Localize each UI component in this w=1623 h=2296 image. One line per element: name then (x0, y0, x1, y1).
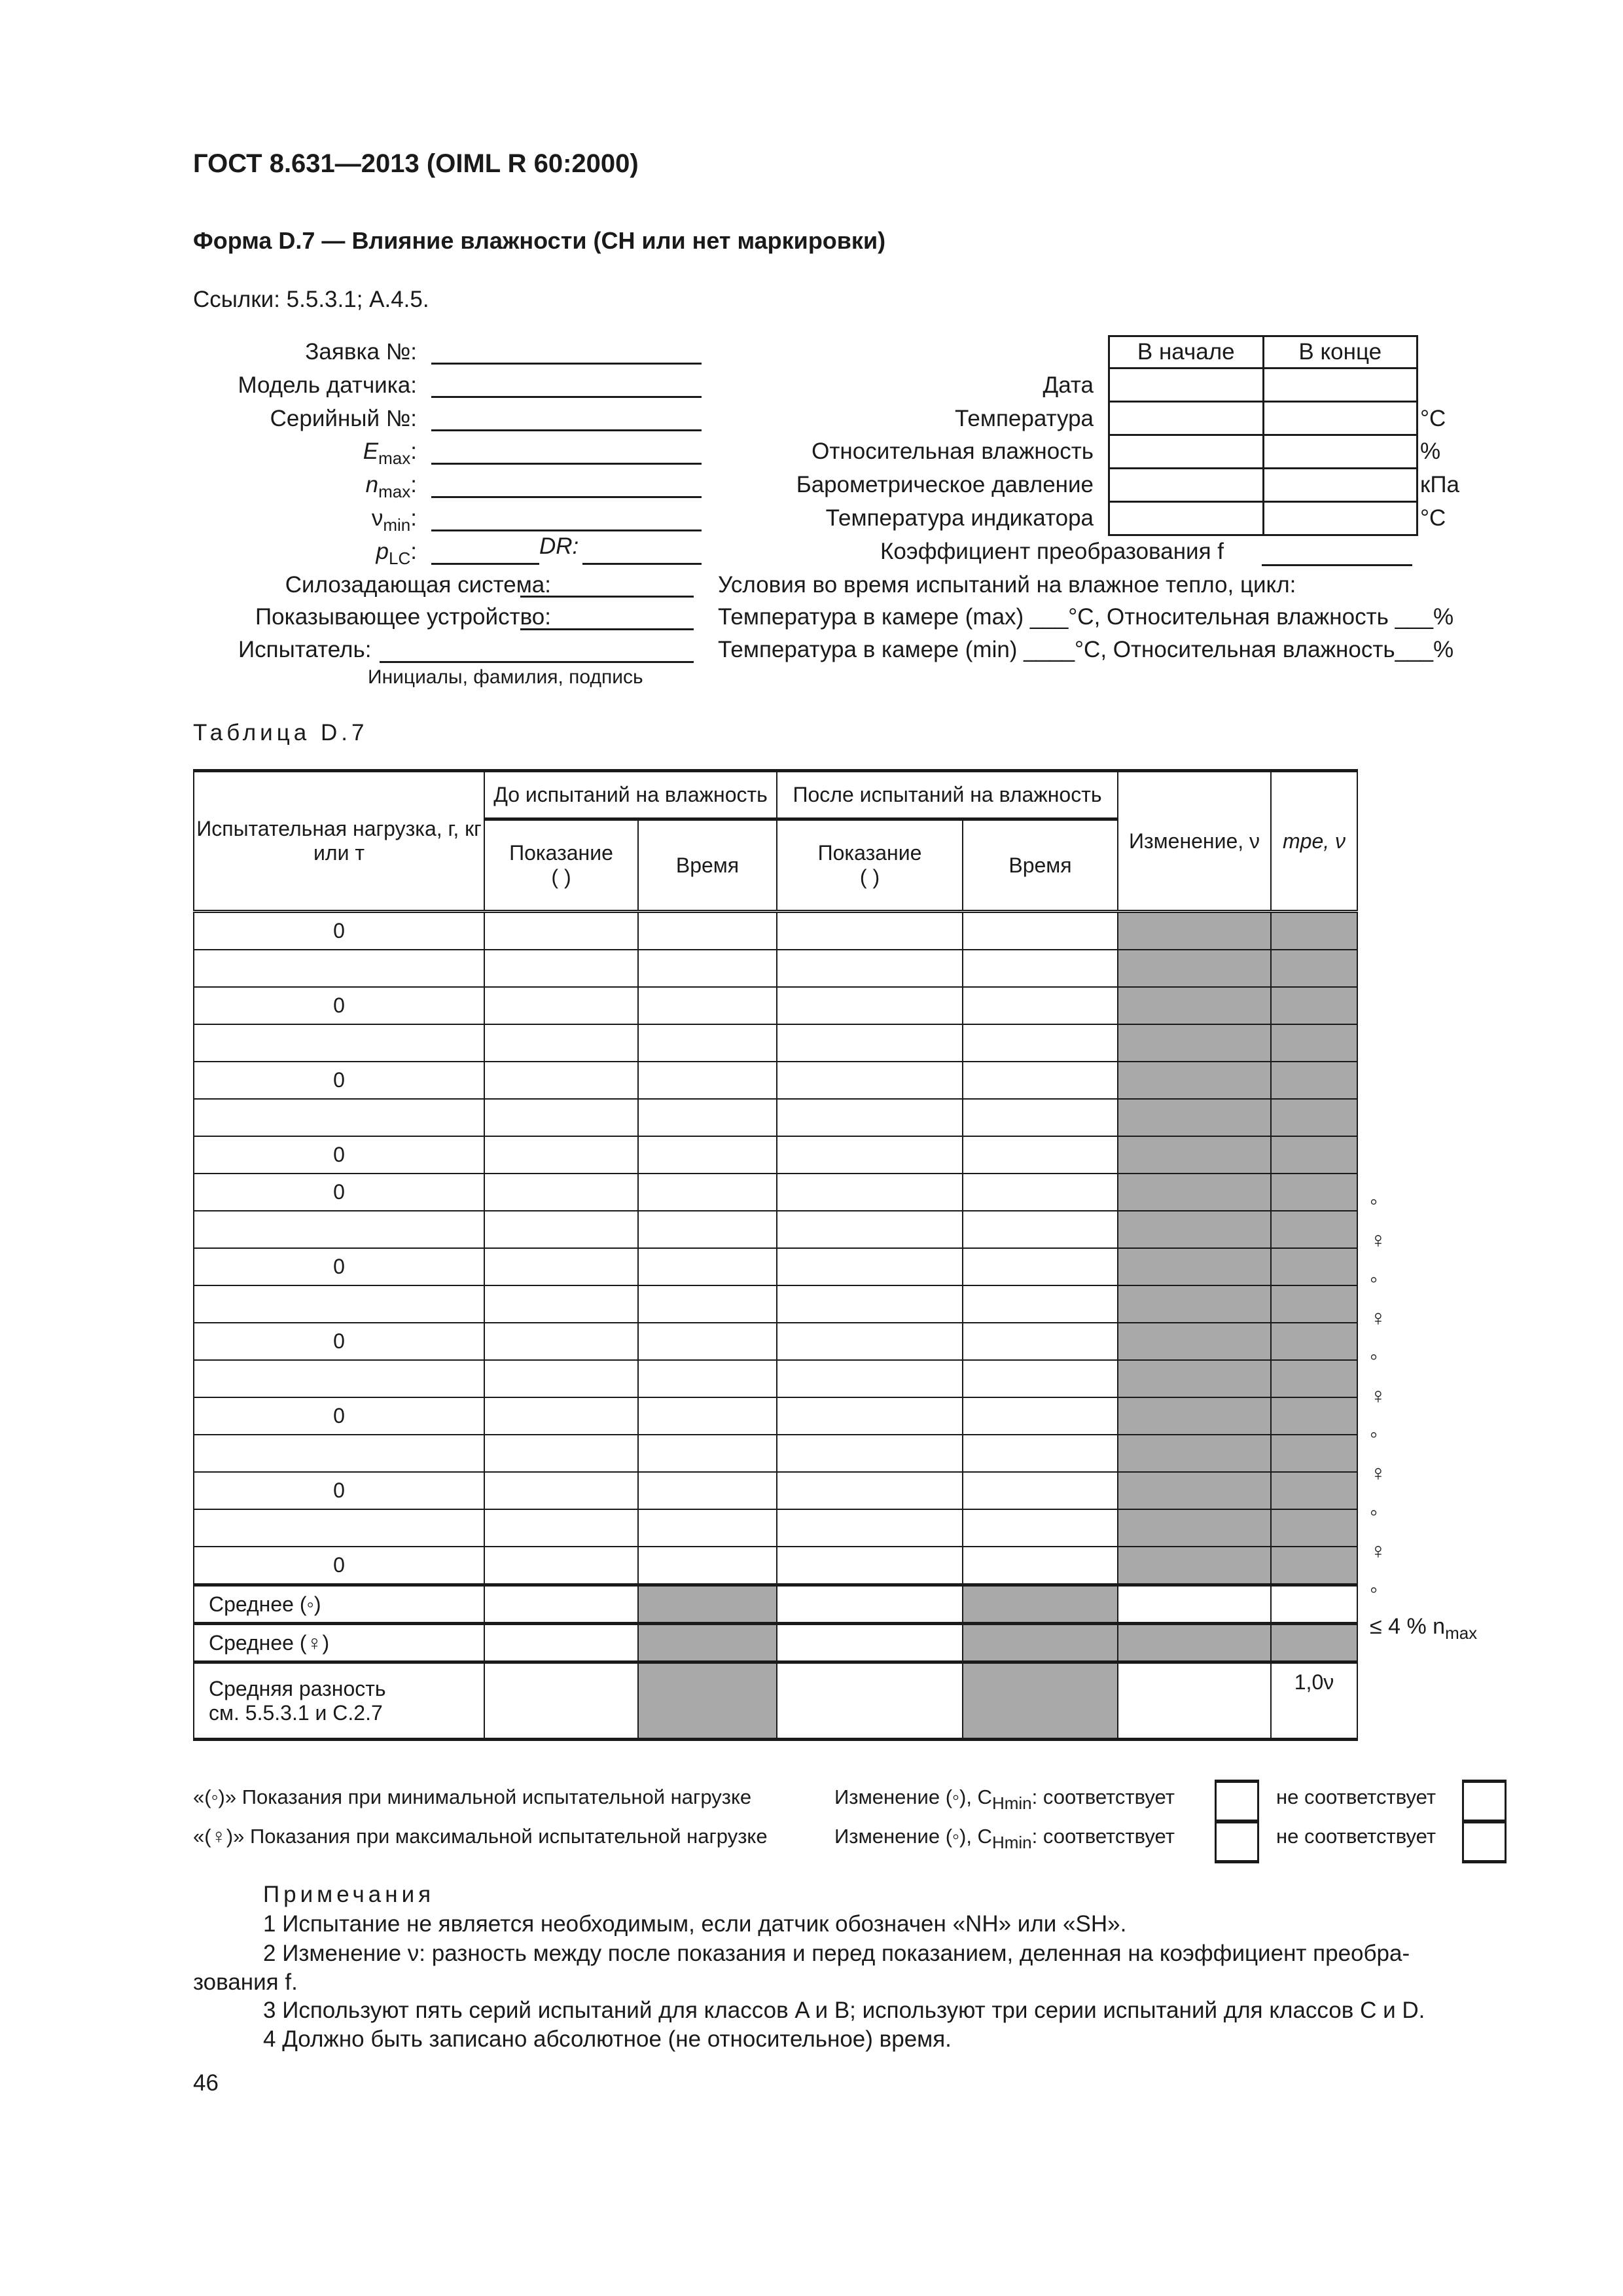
cell[interactable] (638, 1285, 777, 1323)
notok-checkbox-max[interactable] (1462, 1820, 1507, 1863)
cell-shaded (1118, 1174, 1271, 1211)
cell-shaded (1271, 1509, 1357, 1547)
cell[interactable] (638, 912, 777, 950)
cond-label-pressure: Барометрическое давление (796, 472, 1094, 497)
cell-shaded (1271, 1624, 1357, 1662)
cell[interactable] (484, 1136, 638, 1174)
cell[interactable] (963, 1211, 1118, 1248)
cell[interactable] (777, 1360, 963, 1397)
table-row (194, 1435, 1357, 1472)
cell-shaded (1271, 1211, 1357, 1248)
cell[interactable] (638, 1509, 777, 1547)
table-row (194, 950, 1357, 987)
cell[interactable] (638, 1024, 777, 1062)
cell-shaded (1118, 1024, 1271, 1062)
cell[interactable] (963, 1248, 1118, 1285)
note-2-cont: зования f. (193, 1969, 298, 1995)
row-marker: ◦ (1370, 1344, 1378, 1370)
cell-shaded (1271, 1397, 1357, 1435)
chamber-max-line: Температура в камере (max) ___°C, Относительная влажность ___% (718, 604, 1454, 630)
cell[interactable] (638, 950, 777, 987)
serial-label: Серийный №: (270, 406, 417, 431)
header-change: Изменение, ν (1118, 771, 1271, 912)
header-time-after: Время (963, 819, 1118, 912)
cell[interactable] (777, 1174, 963, 1211)
cell-shaded (1118, 1509, 1271, 1547)
coef-label: Коэффициент преобразования f (880, 539, 1224, 564)
cell-shaded (1271, 1024, 1357, 1062)
row-marker: ♀ (1370, 1228, 1387, 1253)
cell[interactable] (638, 1360, 777, 1397)
row-marker: ♀ (1370, 1538, 1387, 1564)
row-marker: ♀ (1370, 1383, 1387, 1408)
cell-shaded (1118, 950, 1271, 987)
cell[interactable] (777, 1024, 963, 1062)
table-row (194, 1136, 1357, 1174)
cell[interactable] (484, 912, 638, 950)
cell[interactable] (963, 1547, 1118, 1585)
cell[interactable] (963, 1509, 1118, 1547)
temp-start-cell[interactable] (1109, 402, 1264, 435)
cell[interactable] (484, 1248, 638, 1285)
cell[interactable] (777, 1062, 963, 1099)
cell[interactable] (484, 1472, 638, 1509)
table-row (194, 1547, 1357, 1585)
load-cell[interactable]: 0 (194, 1136, 484, 1174)
cell-shaded (1118, 1285, 1271, 1323)
cell[interactable] (484, 950, 638, 987)
load-cell[interactable] (194, 1509, 484, 1547)
application-label: Заявка №: (305, 339, 417, 365)
indicator-temp-start-cell[interactable] (1109, 502, 1264, 535)
cell[interactable] (963, 1136, 1118, 1174)
cell[interactable] (777, 1211, 963, 1248)
cell-shaded (963, 1624, 1118, 1662)
cell[interactable] (484, 1062, 638, 1099)
plc-field[interactable] (431, 563, 539, 565)
date-start-cell[interactable] (1109, 368, 1264, 402)
notok-checkbox-min[interactable] (1462, 1780, 1507, 1823)
table-row (194, 987, 1357, 1024)
cond-label-temp: Температура (955, 406, 1094, 431)
cell[interactable] (638, 1323, 777, 1360)
cell-shaded (638, 1585, 777, 1624)
cond-unit-temp: °C (1420, 406, 1446, 431)
avg-diff-label: Средняя разность см. 5.5.3.1 и C.2.7 (194, 1662, 484, 1740)
cell[interactable] (963, 1435, 1118, 1472)
load-cell[interactable] (194, 1211, 484, 1248)
note-3: 3 Используют пять серий испытаний для классов A и B; используют три серии испытаний для классов C и D. (263, 1998, 1425, 2023)
load-cell[interactable] (194, 1285, 484, 1323)
load-cell[interactable] (194, 1024, 484, 1062)
cell[interactable] (777, 1585, 963, 1624)
note-4: 4 Должно быть записано абсолютное (не относительное) время. (263, 2026, 952, 2052)
table-row (194, 1174, 1357, 1211)
cell[interactable] (484, 1662, 638, 1740)
nmax-field[interactable] (431, 496, 702, 498)
table-row (194, 1360, 1357, 1397)
limit-label: ≤ 4 % $n_{max}$ (1370, 1614, 1478, 1643)
cell[interactable] (777, 1248, 963, 1285)
avg-diff-mpe: 1,0ν (1271, 1662, 1357, 1740)
notok-label-max: не соответствует (1276, 1825, 1436, 1848)
cell[interactable] (777, 950, 963, 987)
cell-shaded (1271, 1062, 1357, 1099)
header-reading-before: Показание ( ) (484, 819, 638, 912)
document-title: ГОСТ 8.631—2013 (OIML R 60:2000) (193, 149, 639, 178)
pressure-end-cell[interactable] (1263, 469, 1418, 502)
tester-label: Испытатель: (238, 637, 372, 662)
cell[interactable] (638, 1062, 777, 1099)
tester-field[interactable] (380, 661, 694, 663)
cell[interactable] (963, 1360, 1118, 1397)
temp-end-cell[interactable] (1263, 402, 1418, 435)
cell[interactable] (484, 1585, 638, 1624)
tester-caption: Инициалы, фамилия, подпись (368, 666, 643, 688)
row-marker: ◦ (1370, 1189, 1378, 1215)
cell[interactable] (1118, 1662, 1271, 1740)
table-row (194, 912, 1357, 950)
cell-shaded (1118, 1211, 1271, 1248)
load-cell[interactable]: 0 (194, 1248, 484, 1285)
load-cell[interactable] (194, 1360, 484, 1397)
cell[interactable] (484, 1099, 638, 1136)
row-marker: ♀ (1370, 1461, 1387, 1486)
cell-shaded (1118, 1397, 1271, 1435)
table-row (194, 1024, 1357, 1062)
col-end: В конце (1263, 336, 1418, 368)
cell[interactable] (638, 1435, 777, 1472)
row-marker: ◦ (1370, 1422, 1378, 1447)
cell[interactable] (777, 1472, 963, 1509)
col-start: В начале (1109, 336, 1264, 368)
header-reading-after: Показание ( ) (777, 819, 963, 912)
cell[interactable] (484, 1323, 638, 1360)
cell-shaded (1118, 1248, 1271, 1285)
table-row (194, 1472, 1357, 1509)
cell-shaded (1271, 1136, 1357, 1174)
cell[interactable] (638, 987, 777, 1024)
cell[interactable] (484, 1174, 638, 1211)
cell[interactable] (484, 1211, 638, 1248)
cell[interactable] (777, 1323, 963, 1360)
notes-title: Примечания (263, 1882, 435, 1907)
date-end-cell[interactable] (1263, 368, 1418, 402)
cell[interactable] (484, 1624, 638, 1662)
legend-min: «(◦)» Показания при минимальной испытательной нагрузке (193, 1785, 752, 1808)
nmax-label: $n_{max}$: (365, 472, 417, 501)
cell[interactable] (777, 1397, 963, 1435)
load-cell[interactable]: 0 (194, 1323, 484, 1360)
cell-shaded (1118, 1062, 1271, 1099)
cell[interactable] (777, 1435, 963, 1472)
cell[interactable] (963, 1062, 1118, 1099)
cell[interactable] (777, 1547, 963, 1585)
cell-shaded (1271, 950, 1357, 987)
load-cell[interactable]: 0 (194, 987, 484, 1024)
cell-shaded (1118, 1099, 1271, 1136)
cell[interactable] (1271, 1585, 1357, 1624)
table-row (194, 1285, 1357, 1323)
cell[interactable] (777, 1624, 963, 1662)
cell-shaded (1271, 987, 1357, 1024)
cell-shaded (1271, 1547, 1357, 1585)
cell[interactable] (484, 1024, 638, 1062)
load-cell[interactable]: 0 (194, 1547, 484, 1585)
load-cell[interactable] (194, 1099, 484, 1136)
force-system-label: Силозадающая система: (285, 572, 551, 598)
cell-shaded (1118, 1136, 1271, 1174)
cell[interactable] (484, 1547, 638, 1585)
conditions-table (1108, 335, 1418, 536)
cell[interactable] (963, 1472, 1118, 1509)
header-before: До испытаний на влажность (484, 771, 777, 819)
cell[interactable] (638, 1547, 777, 1585)
ok-checkbox-min[interactable] (1215, 1780, 1259, 1823)
cond-label-date: Дата (1043, 372, 1094, 398)
indicator-temp-end-cell[interactable] (1263, 502, 1418, 535)
load-cell[interactable] (194, 950, 484, 987)
table-row (194, 1509, 1357, 1547)
references: Ссылки: 5.5.3.1; A.4.5. (193, 287, 429, 312)
change-max-label: Изменение (◦), $C_{Hmin}$: соответствует (834, 1825, 1175, 1852)
cell-shaded (1271, 1248, 1357, 1285)
note-2: 2 Изменение ν: разность между после показания и перед показанием, деленная на коэффициент преобра- (263, 1941, 1410, 1966)
table-row (194, 1397, 1357, 1435)
cell[interactable] (963, 1397, 1118, 1435)
note-1: 1 Испытание не является необходимым, если датчик обозначен «NH» или «SH». (263, 1911, 1127, 1937)
cell[interactable] (963, 1174, 1118, 1211)
cell-shaded (1118, 912, 1271, 950)
cell-shaded (1118, 1472, 1271, 1509)
load-cell[interactable]: 0 (194, 912, 484, 950)
cond-unit-humidity: % (1420, 439, 1441, 464)
table-row (194, 1099, 1357, 1136)
indicator-label: Показывающее устройство: (255, 604, 551, 630)
avg-min-label: Среднее (◦) (194, 1585, 484, 1624)
cell-shaded (1118, 1624, 1271, 1662)
table-row (194, 1248, 1357, 1285)
serial-field[interactable] (431, 429, 702, 431)
cell[interactable] (963, 950, 1118, 987)
table-row (194, 1062, 1357, 1099)
cell-shaded (1271, 912, 1357, 950)
change-min-label: Изменение (◦), $C_{Hmin}$: соответствует (834, 1785, 1175, 1813)
cell-shaded (963, 1585, 1118, 1624)
cell-shaded (1271, 1435, 1357, 1472)
legend-max: «(♀)» Показания при максимальной испытательной нагрузке (193, 1825, 768, 1848)
emax-field[interactable] (431, 463, 702, 465)
cond-label-indicator-temp: Температура индикатора (825, 505, 1094, 531)
cell[interactable] (638, 1472, 777, 1509)
cell[interactable] (484, 987, 638, 1024)
cell[interactable] (638, 1099, 777, 1136)
model-field[interactable] (431, 396, 702, 398)
indicator-field[interactable] (520, 628, 694, 630)
header-after: После испытаний на влажность (777, 771, 1118, 819)
cell-shaded (1271, 1323, 1357, 1360)
notok-label-min: не соответствует (1276, 1785, 1436, 1808)
cell-shaded (1271, 1472, 1357, 1509)
cell[interactable] (963, 912, 1118, 950)
table-row (194, 1323, 1357, 1360)
cell-shaded (1118, 1435, 1271, 1472)
cell-shaded (1271, 1099, 1357, 1136)
header-time-before: Время (638, 819, 777, 912)
cell[interactable] (777, 987, 963, 1024)
force-system-field[interactable] (520, 596, 694, 598)
cell[interactable] (638, 1136, 777, 1174)
cell[interactable] (638, 1174, 777, 1211)
cell[interactable] (963, 1099, 1118, 1136)
cycle-label: Условия во время испытаний на влажное тепло, цикл: (718, 572, 1296, 598)
cell-shaded (1118, 1323, 1271, 1360)
coef-field[interactable] (1262, 564, 1412, 566)
cell[interactable] (484, 1360, 638, 1397)
cond-label-humidity: Относительная влажность (812, 439, 1094, 464)
cell[interactable] (963, 1024, 1118, 1062)
cell[interactable] (484, 1509, 638, 1547)
cell-shaded (1271, 1360, 1357, 1397)
model-label: Модель датчика: (238, 372, 417, 398)
cell[interactable] (484, 1435, 638, 1472)
cell-shaded (1271, 1285, 1357, 1323)
load-cell[interactable]: 0 (194, 1174, 484, 1211)
dr-label: DR: (539, 533, 579, 559)
table-row (194, 1211, 1357, 1248)
load-cell[interactable]: 0 (194, 1062, 484, 1099)
page-number: 46 (193, 2070, 219, 2096)
application-field[interactable] (431, 363, 702, 365)
load-cell[interactable]: 0 (194, 1472, 484, 1509)
ok-checkbox-max[interactable] (1215, 1820, 1259, 1863)
row-marker: ◦ (1370, 1499, 1378, 1525)
cell-shaded (963, 1662, 1118, 1740)
table-caption: Таблица D.7 (193, 720, 368, 745)
cell-shaded (1118, 1360, 1271, 1397)
cell[interactable] (963, 987, 1118, 1024)
cell[interactable] (963, 1323, 1118, 1360)
cell[interactable] (777, 1136, 963, 1174)
cell[interactable] (777, 912, 963, 950)
cell[interactable] (638, 1397, 777, 1435)
cell[interactable] (484, 1397, 638, 1435)
cell[interactable] (638, 1248, 777, 1285)
cond-unit-indicator-temp: °C (1420, 505, 1446, 531)
emax-label: $E_{max}$: (363, 439, 417, 468)
cell[interactable] (777, 1662, 963, 1740)
chamber-min-line: Температура в камере (min) ____°C, Относительная влажность___% (718, 637, 1454, 662)
form-title: Форма D.7 — Влияние влажности (CH или нет маркировки) (193, 227, 886, 254)
header-mpe: mpe, ν (1271, 771, 1357, 912)
cell[interactable] (1118, 1585, 1271, 1624)
row-marker: ◦ (1370, 1266, 1378, 1292)
vmin-label: $\nu_{min}$: (371, 505, 417, 535)
pressure-start-cell[interactable] (1109, 469, 1264, 502)
cell-shaded (1118, 1547, 1271, 1585)
load-cell[interactable]: 0 (194, 1397, 484, 1435)
cell-shaded (1118, 987, 1271, 1024)
results-table (193, 769, 1358, 1741)
cell-shaded (638, 1624, 777, 1662)
cell[interactable] (777, 1099, 963, 1136)
row-marker: ◦ (1370, 1577, 1378, 1603)
humidity-start-cell[interactable] (1109, 435, 1264, 469)
cell[interactable] (484, 1285, 638, 1323)
header-load: Испытательная нагрузка, г, кг или т (194, 771, 484, 912)
load-cell[interactable] (194, 1435, 484, 1472)
cell[interactable] (963, 1285, 1118, 1323)
cell-shaded (1271, 1174, 1357, 1211)
vmin-field[interactable] (431, 529, 702, 531)
plc-label: $p_{LC}$: (376, 539, 417, 568)
dr-field[interactable] (582, 563, 702, 565)
cond-unit-pressure: кПа (1420, 472, 1459, 497)
cell[interactable] (777, 1285, 963, 1323)
cell[interactable] (777, 1509, 963, 1547)
cell-shaded (638, 1662, 777, 1740)
cell[interactable] (638, 1211, 777, 1248)
avg-max-label: Среднее (♀) (194, 1624, 484, 1662)
humidity-end-cell[interactable] (1263, 435, 1418, 469)
row-marker: ♀ (1370, 1306, 1387, 1331)
